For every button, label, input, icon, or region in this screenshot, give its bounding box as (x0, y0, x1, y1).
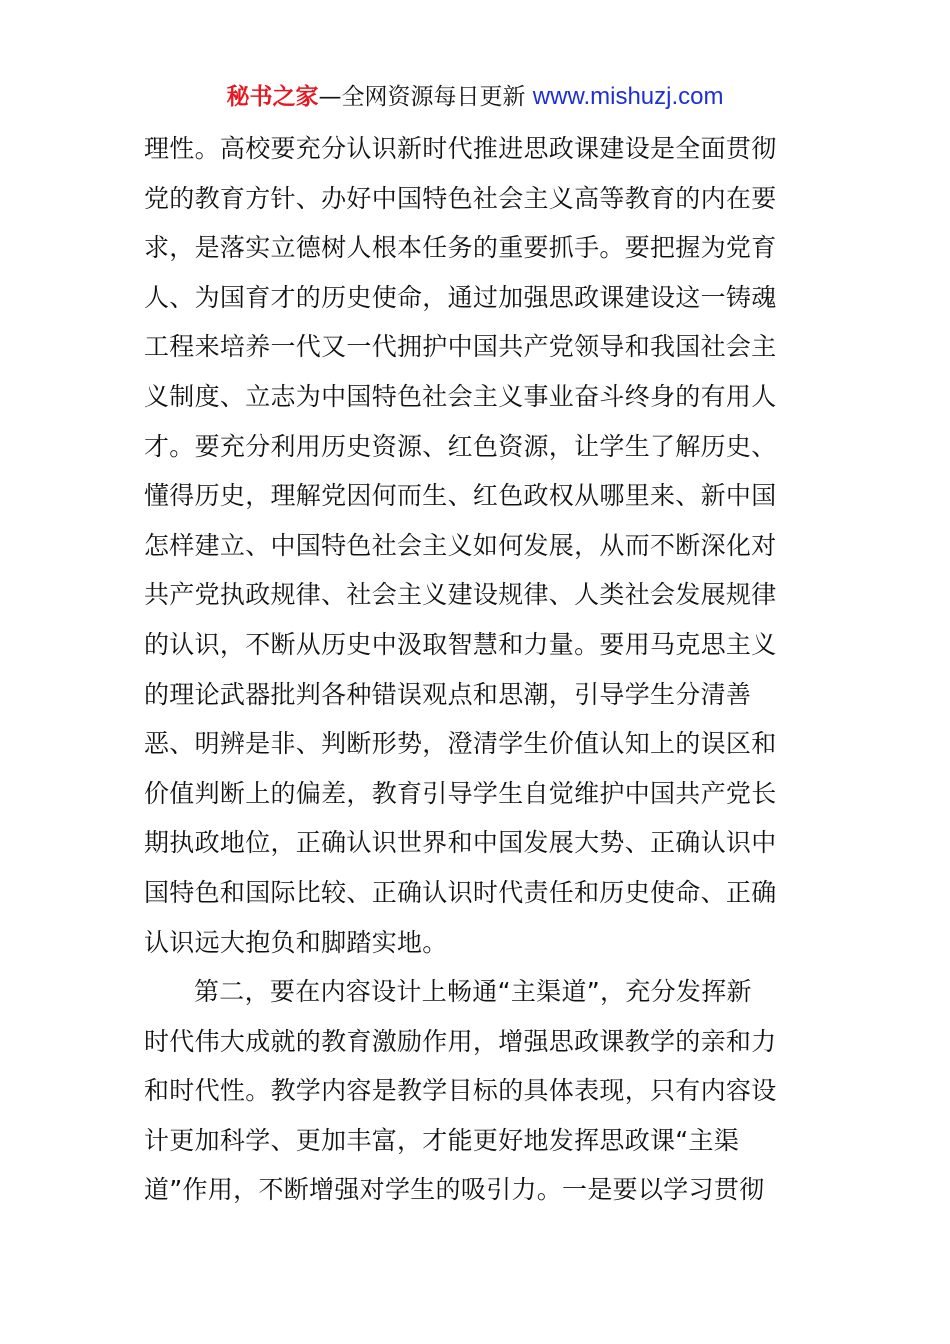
text-line: 期执政地位，正确认识世界和中国发展大势、正确认识中 (144, 828, 777, 858)
document-body (144, 124, 809, 1215)
text-line: 认识远大抱负和脚踏实地。 (144, 927, 448, 957)
text-line: 和时代性。教学内容是教学目标的具体表现，只有内容设 (144, 1076, 777, 1106)
text-line: 计更加科学、更加丰富，才能更好地发挥思政课“主渠 (144, 1125, 740, 1155)
text-line: 工程来培养一代又一代拥护中国共产党领导和我国社会主 (144, 332, 777, 362)
text-line: 的理论武器批判各种错误观点和思潮，引导学生分清善 (144, 679, 752, 709)
site-url-link[interactable]: www.mishuzj.com (532, 83, 724, 110)
paragraph-2 (144, 967, 809, 1215)
text-line: 怎样建立、中国特色社会主义如何发展，从而不断深化对 (144, 530, 777, 560)
text-line: 党的教育方针、办好中国特色社会主义高等教育的内在要 (144, 183, 777, 213)
site-tagline: —全网资源每日更新 (318, 84, 526, 110)
text-line: 共产党执政规律、社会主义建设规律、人类社会发展规律 (144, 580, 777, 610)
text-line: 时代伟大成就的教育激励作用，增强思政课教学的亲和力 (144, 1026, 777, 1056)
text-line: 义制度、立志为中国特色社会主义事业奋斗终身的有用人 (144, 381, 777, 411)
text-line: 理性。高校要充分认识新时代推进思政课建设是全面贯彻 (144, 134, 777, 163)
text-line: 的认识，不断从历史中汲取智慧和力量。要用马克思主义 (144, 629, 777, 659)
text-line: 恶、明辨是非、判断形势，澄清学生价值认知上的误区和 (144, 729, 777, 759)
text-line: 人、为国育才的历史使命，通过加强思政课建设这一铸魂 (144, 282, 777, 312)
text-line: 懂得历史，理解党因何而生、红色政权从哪里来、新中国 (144, 481, 777, 511)
text-line: 道”作用，不断增强对学生的吸引力。一是要以学习贯彻 (144, 1175, 765, 1205)
site-header (0, 80, 950, 114)
text-line: 国特色和国际比较、正确认识时代责任和历史使命、正确 (144, 877, 777, 907)
text-line: 价值判断上的偏差，教育引导学生自觉维护中国共产党长 (144, 778, 777, 808)
site-brand: 秘书之家 (226, 84, 319, 110)
text-line: 第二，要在内容设计上畅通“主渠道”，充分发挥新 (194, 977, 752, 1007)
paragraph-1 (144, 124, 809, 967)
text-line: 求，是落实立德树人根本任务的重要抓手。要把握为党育 (144, 233, 777, 263)
text-line: 才。要充分利用历史资源、红色资源，让学生了解历史、 (144, 431, 777, 461)
